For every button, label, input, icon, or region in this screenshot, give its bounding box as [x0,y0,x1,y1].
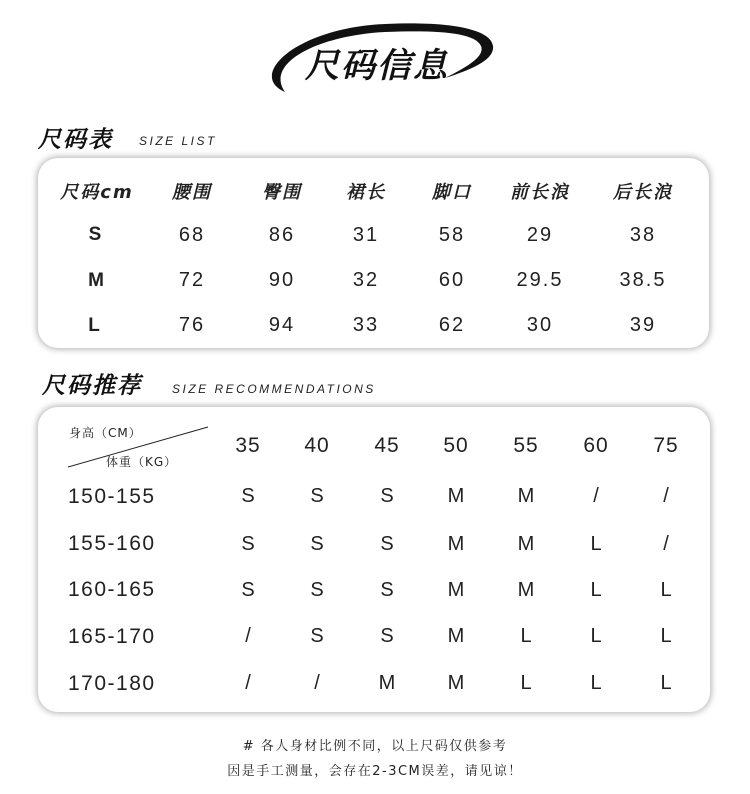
table-cell: 29 [526,224,554,246]
size-cell: S [241,533,255,555]
weight-header: 40 [304,434,330,457]
size-cell: M [447,533,465,555]
height-range: 160-165 [68,578,156,601]
size-cell: S [380,533,394,555]
size-cell: S [88,224,102,245]
table-cell: 30 [526,314,554,336]
weight-header: 75 [653,434,679,457]
size-cell: L [590,672,602,694]
table-cell: 31 [352,224,380,246]
column-header: 后长浪 [613,182,673,203]
size-cell: S [380,485,394,507]
size-cell: M [447,579,465,601]
column-header: 前长浪 [510,182,570,203]
size-cell: L [520,625,532,647]
column-header: 尺码cm [60,182,134,203]
size-cell: S [310,625,324,647]
table-cell: 32 [352,269,380,291]
header-logo [255,18,495,96]
size-cell: L [88,315,100,336]
size-cell: S [310,579,324,601]
footer-note: 因是手工测量，会存在2-3CM误差，请见谅！ [227,764,523,779]
table-cell: 38 [629,224,657,246]
size-cell: L [590,579,602,601]
recommend-title: 尺码推荐 [42,373,142,399]
table-cell: 94 [268,314,296,336]
size-cell: / [245,672,251,694]
table-cell: 72 [178,269,206,291]
size-list-subtitle: SIZE LIST [139,134,217,148]
table-cell: 60 [438,269,466,291]
weight-header: 50 [443,434,469,457]
table-cell: 33 [352,314,380,336]
size-cell: M [517,579,535,601]
recommend-subtitle: SIZE RECOMMENDATIONS [172,382,376,396]
size-cell: / [663,485,669,507]
height-range: 170-180 [68,672,156,695]
column-header: 臀围 [262,182,302,203]
height-range: 150-155 [68,485,156,508]
size-recommend-table [38,407,710,712]
size-cell: L [660,579,672,601]
size-cell: M [378,672,396,694]
footer-note: # 各人身材比例不同，以上尺码仅供参考 [242,739,508,754]
size-cell: S [310,485,324,507]
size-cell: S [310,533,324,555]
table-cell: 29.5 [516,269,564,291]
size-cell: M [517,485,535,507]
size-cell: / [314,672,320,694]
table-cell: 62 [438,314,466,336]
size-cell: M [447,672,465,694]
column-header: 裙长 [346,182,386,203]
table-cell: 76 [178,314,206,336]
weight-header: 55 [513,434,539,457]
table-cell: 38.5 [619,269,667,291]
weight-header: 45 [374,434,400,457]
size-cell: M [447,485,465,507]
size-cell: / [245,625,251,647]
table-cell: 90 [268,269,296,291]
size-cell: / [663,533,669,555]
size-cell: L [660,672,672,694]
column-header: 脚口 [432,182,472,203]
table-cell: 68 [178,224,206,246]
size-cell: S [380,625,394,647]
size-cell: L [590,533,602,555]
weight-axis-label: 体重（KG） [106,455,178,469]
size-cell: L [660,625,672,647]
size-cell: L [590,625,602,647]
height-range: 165-170 [68,625,156,648]
column-header: 腰围 [172,182,212,203]
size-cell: / [593,485,599,507]
size-cell: M [447,625,465,647]
table-cell: 86 [268,224,296,246]
size-cell: S [241,485,255,507]
table-cell: 58 [438,224,466,246]
height-range: 155-160 [68,532,156,555]
weight-header: 35 [235,434,261,457]
size-cell: S [380,579,394,601]
page-title: 尺码信息 [305,46,449,86]
size-cell: L [520,672,532,694]
size-cell: M [517,533,535,555]
size-list-title: 尺码表 [38,127,113,153]
height-axis-label: 身高（CM） [69,426,142,440]
size-cell: M [88,270,104,291]
size-list-table [38,158,709,348]
size-cell: S [241,579,255,601]
table-cell: 39 [629,314,657,336]
weight-header: 60 [583,434,609,457]
